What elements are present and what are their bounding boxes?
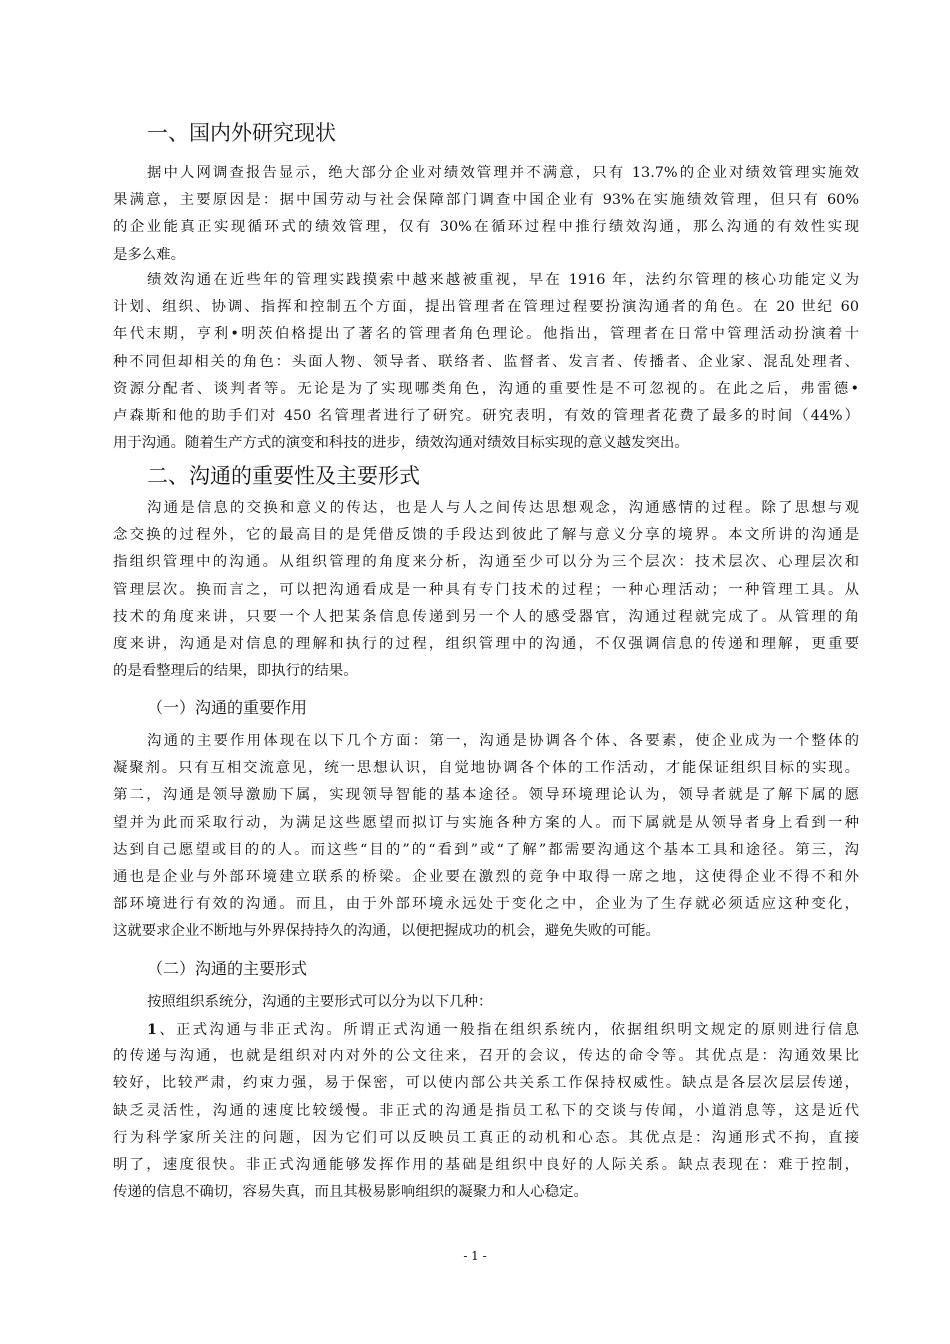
text-line: 资源分配者、谈判者等。无论是为了实现哪类角色，沟通的重要性是不可忽视的。在此之后，弗雷德• (113, 380, 859, 397)
text-line: 是多么难。 (113, 246, 185, 263)
text-line: 望并为此而采取行动，为满足这些愿望而拟订与实施各种方案的人。而下属就是从领导者身上看到一种 (113, 814, 859, 831)
text-line: 这就要求企业不断地与外界保持持久的沟通，以便把握成功的机会，避免失败的可能。 (113, 923, 660, 940)
text-line: 卢森斯和他的助手们对 450 名管理者进行了研究。研究表明，有效的管理者花费了最多的时间（44%） (113, 407, 859, 424)
text-line (113, 1016, 859, 1043)
section-1-heading: 一、国内外研究现状 (147, 121, 336, 145)
text-line: 的是看整理后的结果，即执行的结果。 (113, 663, 358, 680)
subsection-2-intro (113, 989, 859, 1016)
text-line: 管理层次。换而言之，可以把沟通看成是一种具有专门技术的过程；一种心理活动；一种管理工具。从 (113, 581, 859, 598)
text-line: 较好，比较严肃，约束力强，易于保密，可以使内部公共关系工作保持权威性。缺点是各层次层层传递， (113, 1075, 859, 1092)
item-text: 、正式沟通与非正式沟。所谓正式沟通一般指在组织系统内，依据组织明文规定的原则进行信息 (157, 1022, 859, 1038)
text-line: 按照组织系统分，沟通的主要形式可以分为以下几种： (147, 994, 493, 1010)
section-2-heading: 二、沟通的重要性及主要形式 (147, 464, 420, 488)
text-line: 明了，速度很快。非正式沟通能够发挥作用的基础是组织中良好的人际关系。缺点表现在：难于控制， (113, 1156, 859, 1173)
text-line: 缺乏灵活性，沟通的速度比较缓慢。非正式的沟通是指员工私下的交谈与传闻，小道消息等，这是近代 (113, 1102, 859, 1119)
text-line: 凝聚剂。只有互相交流意见，统一思想认识，自觉地协调各个体的工作活动，才能保证组织目标的实现。 (113, 760, 859, 777)
text-line: 第二，沟通是领导激励下属，实现领导智能的基本途径。领导环境理论认为，领导者就是了解下属的愿 (113, 787, 859, 804)
text-line: 计划、组织、协调、指挥和控制五个方面，提出管理者在管理过程要扮演沟通者的角色。在 20 世纪 60 (113, 299, 859, 316)
section-1-paragraph-2 (113, 267, 859, 457)
text-line: 沟通是信息的交换和意义的传达，也是人与人之间传达思想观念，沟通感情的过程。除了思想与观 (147, 500, 859, 516)
text-line: 用于沟通。随着生产方式的演变和科技的进步，绩效沟通对绩效目标实现的意义越发突出。 (113, 435, 689, 452)
text-line: 度来讲，沟通是对信息的理解和执行的过程，组织管理中的沟通，不仅强调信息的传递和理解，更重要 (113, 635, 859, 652)
subsection-1-heading: （一）沟通的重要作用 (147, 698, 308, 717)
text-line: 绩效沟通在近些年的管理实践摸索中越来越被重视，早在 1916 年，法约尔管理的核心功能定义为 (147, 272, 859, 288)
subsection-2-heading: （二）沟通的主要形式 (147, 959, 308, 978)
text-line: 的企业能真正实现循环式的绩效管理，仅有 30%在循环过程中推行绩效沟通，那么沟通的有效性实现 (113, 219, 859, 236)
subsection-2-item-1 (113, 1016, 859, 1206)
page-number: - 1 - (463, 1249, 487, 1263)
text-line: 技术的角度来讲，只要一个人把某条信息传递到另一个人的感受器官，沟通过程就完成了。从管理的角 (113, 608, 859, 625)
text-line: 传递的信息不确切，容易失真，而且其极易影响组织的凝聚力和人心稳定。 (113, 1184, 588, 1201)
text-line: 行为科学家所关注的问题，因为它们可以反映员工真正的动机和心态。其优点是：沟通形式不拘，直接 (113, 1129, 859, 1146)
item-number: 1 (147, 1021, 158, 1038)
text-line: 果满意，主要原因是：据中国劳动与社会保障部门调查中国企业有 93%在实施绩效管理，但只有 60% (113, 192, 859, 209)
text-line: 沟通的主要作用体现在以下几个方面：第一，沟通是协调各个体、各要素，使企业成为一个整体的 (147, 733, 859, 749)
subsection-1-paragraph (113, 728, 859, 946)
text-line: 据中人网调查报告显示，绝大部分企业对绩效管理并不满意，只有 13.7%的企业对绩效管理实施效 (147, 165, 859, 181)
text-line: 的传递与沟通，也就是组织对内对外的公文往来，召开的会议，传达的命令等。其优点是：沟通效果比 (113, 1048, 859, 1065)
section-2-paragraph-1 (113, 495, 859, 685)
section-1-paragraph-1 (113, 160, 859, 269)
text-line: 达到自己愿望或目的的人。而这些“目的”的“看到”或“了解”都需要沟通这个基本工具和途径。第三，沟 (113, 841, 859, 858)
text-line: 部环境进行有效的沟通。而且，由于外部环境永远处于变化之中，企业为了生存就必须适应这种变化， (113, 896, 859, 913)
text-line: 种不同但却相关的角色：头面人物、领导者、联络者、监督者、发言者、传播者、企业家、混乱处理者、 (113, 353, 859, 370)
text-line: 年代末期，亨利•明茨伯格提出了著名的管理者角色理论。他指出，管理者在日常中管理活动扮演着十 (113, 326, 859, 343)
text-line: 念交换的过程外，它的最高目的是凭借反馈的手段达到彼此了解与意义分享的境界。本文所讲的沟通是 (113, 527, 859, 544)
text-line: 指组织管理中的沟通。从组织管理的角度来分析，沟通至少可以分为三个层次：技术层次、心理层次和 (113, 554, 859, 571)
text-line: 通也是企业与外部环境建立联系的桥梁。企业要在激烈的竞争中取得一席之地，这使得企业不得不和外 (113, 868, 859, 885)
